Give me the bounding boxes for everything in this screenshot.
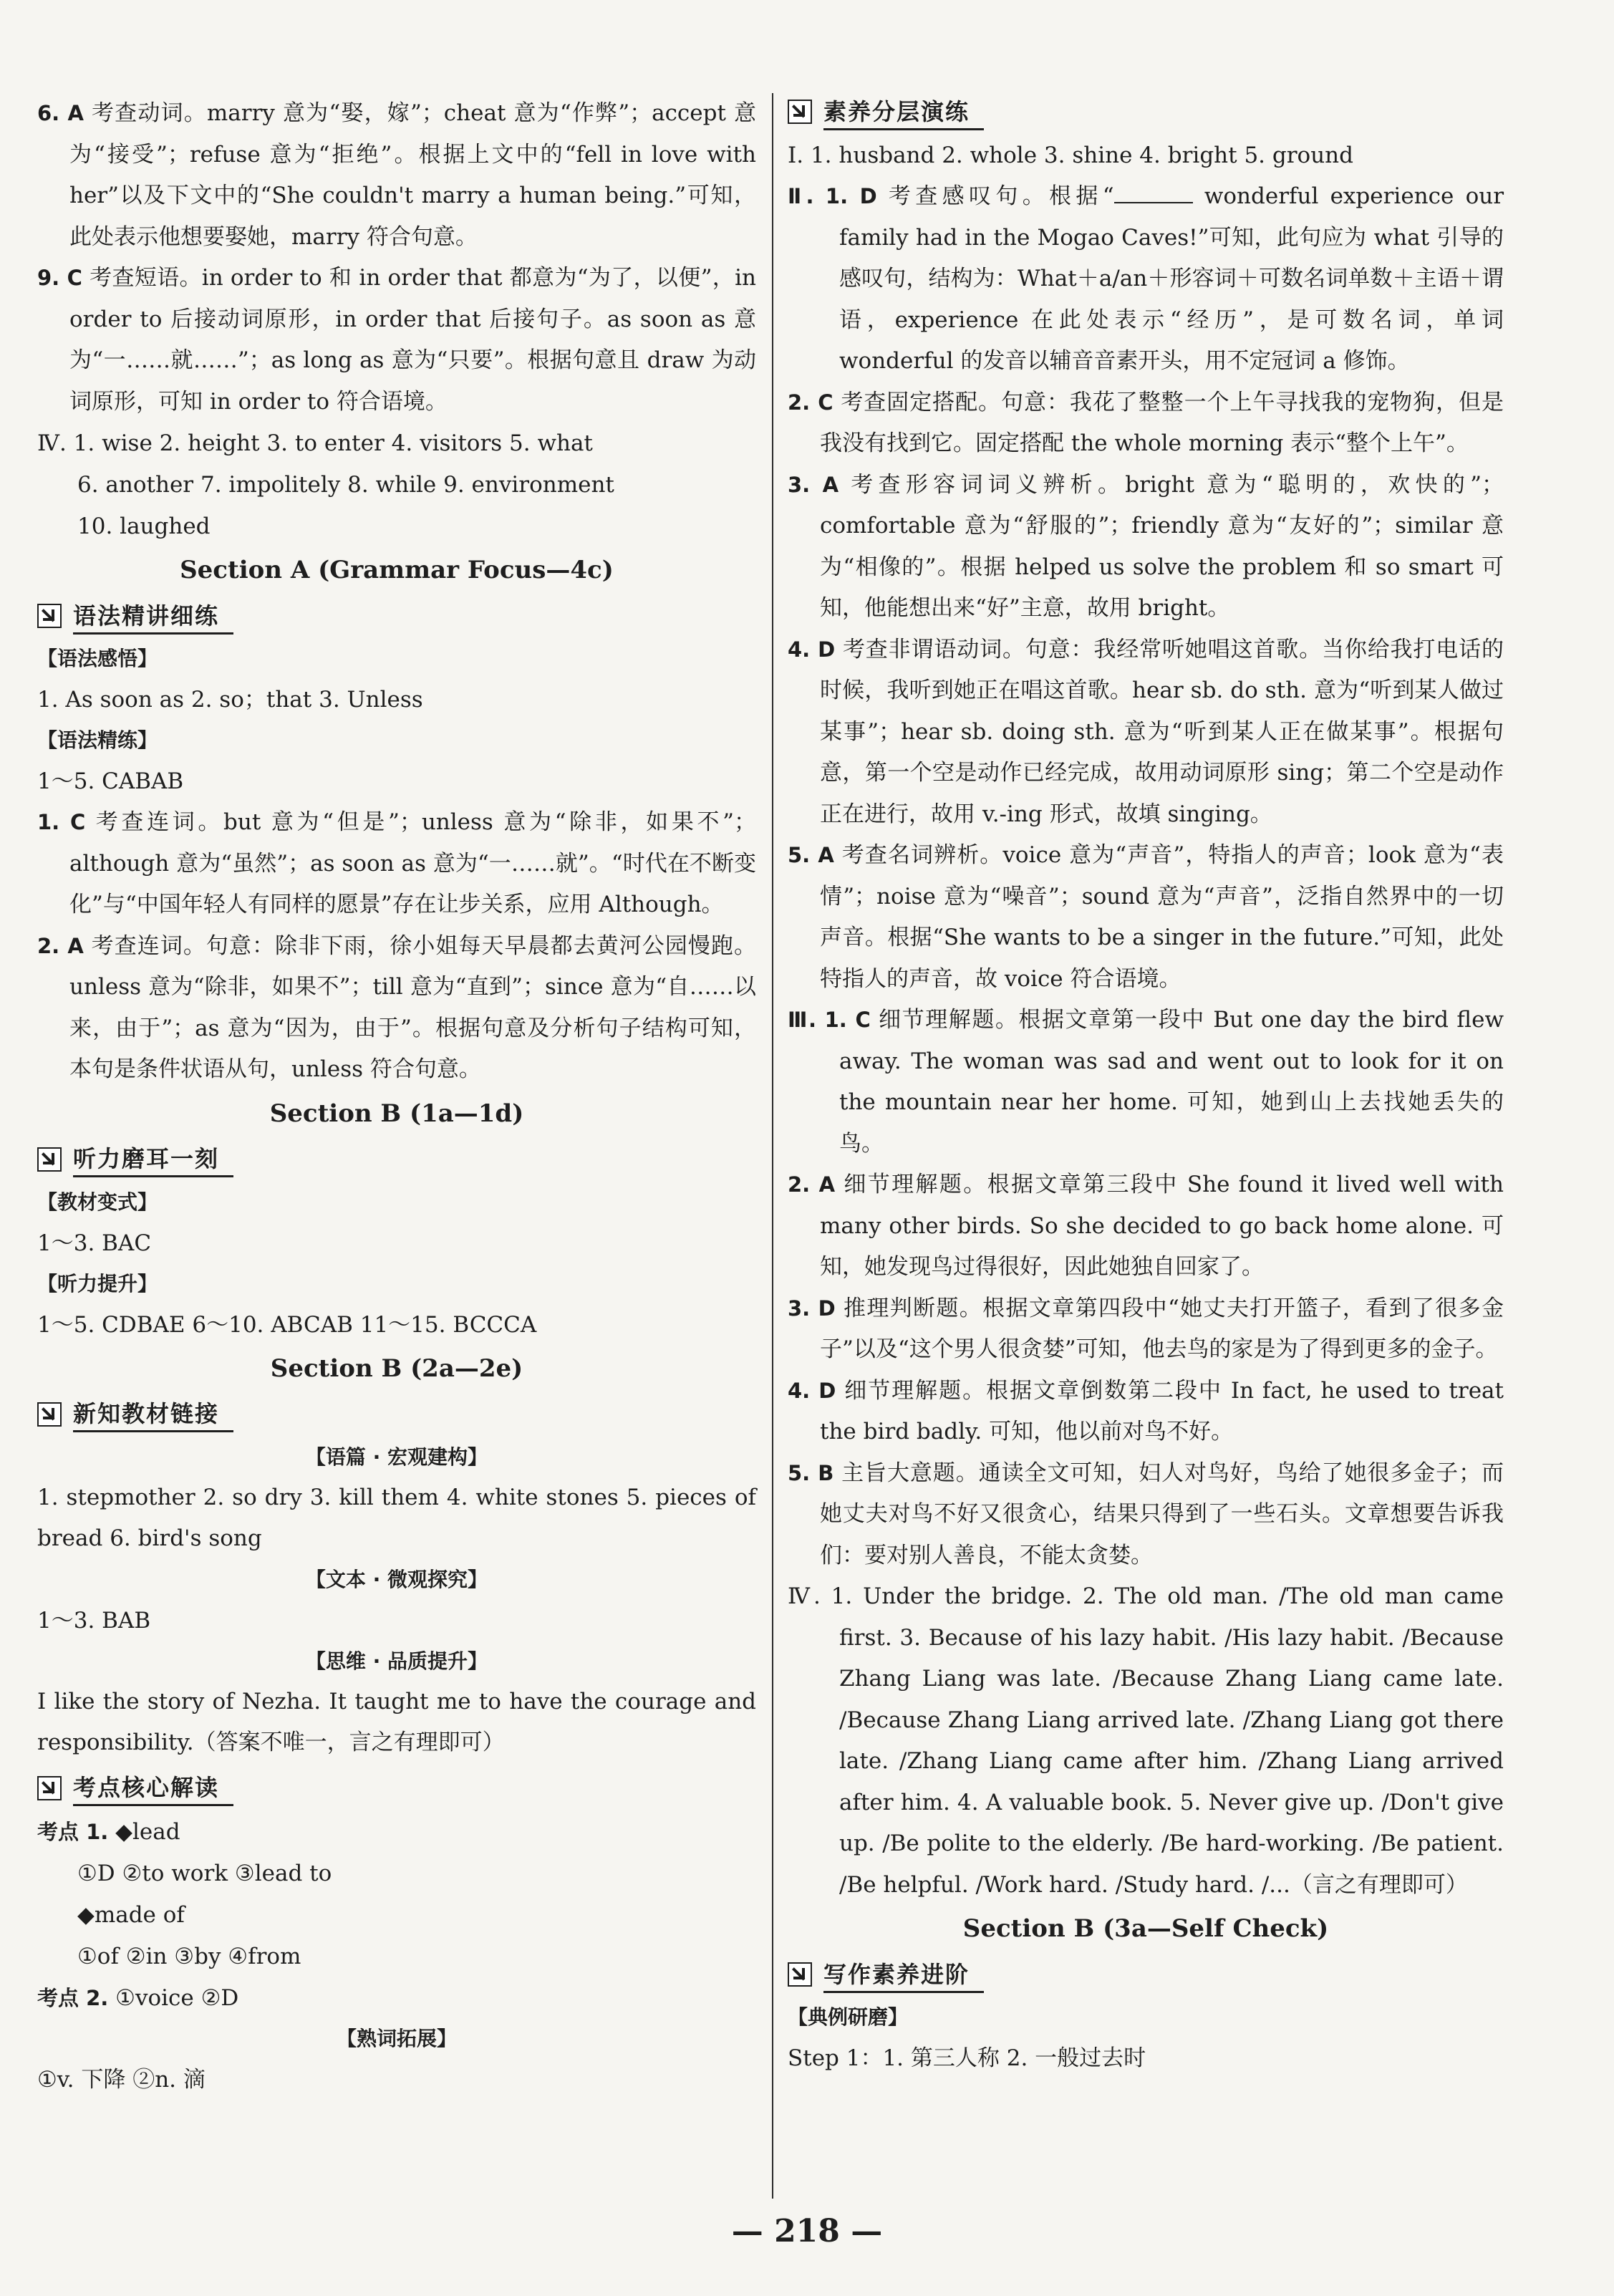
grammar-answer-1 — [37, 802, 756, 926]
kaodian-2 — [37, 1977, 756, 2019]
answer-number: 4. D — [788, 637, 836, 662]
part-ii-answer-1 — [788, 176, 1504, 382]
jiaocai-answers: 1～3. BAC — [37, 1230, 152, 1256]
arrow-box-icon — [788, 1962, 812, 1987]
banner-kaodian — [37, 1767, 756, 1810]
section-title-b-3a-self-check: Section B (3a—Self Check) — [962, 1914, 1329, 1943]
answer-explanation: 考查动词。marry 意为“娶，嫁”；cheat 意为“作弊”；accept 意为“接受”；refuse 意为“拒绝”。根据上文中的“fell in love with her”以及下文中的“She couldn't marry a human being.”可知，此处表示他想要娶她，marry 符合句意。 — [69, 100, 756, 250]
tag-shuci: 【熟词拓展】 — [336, 2026, 457, 2050]
answer-explanation: 考查名词辨析。voice 意为“声音”，特指人的声音；look 意为“表情”；noise 意为“噪音”；sound 意为“声音”，泛指自然界中的一切声音。根据“She wants to be a singer in the future.”可知，此处特指人的声音，故 voice 符合语境。 — [820, 842, 1504, 992]
answer-number: 4. D — [788, 1378, 836, 1403]
answer-explanation: 细节理解题。根据文章第一段中 But one day the bird flew away. The woman was sad and went out to look for it on the mountain near her home. 可知，她到山上去找她丢失的鸟。 — [839, 1007, 1504, 1157]
part-iii-answer-2 — [788, 1164, 1504, 1288]
part-iv-answers: Ⅳ. 1. Under the bridge. 2. The old man. /The old man came first. 3. Because of his lazy habit. /His lazy habit. /Because Zhang Liang was late. /Because Zhang Liang came late. /Because Zhang Liang arrived late. /Zhang Liang got there late. /Zhang Liang came after him. /Zhang Liang arrived after him. 4. A valuable book. 5. Never give up. /Don't give up. /Be polite to the elderly. /Be hard-working. /Be patient. /Be helpful. /Work hard. /Study hard. /...（言之有理即可） — [788, 1583, 1504, 1898]
banner-title: 语法精讲细练 — [73, 598, 233, 635]
answer-number: 1. C — [37, 810, 86, 834]
arrow-box-icon — [37, 1402, 62, 1427]
part-iv-line-2: 6. another 7. impolitely 8. while 9. environment — [77, 472, 614, 498]
banner-title: 写作素养进阶 — [823, 1957, 984, 1993]
answer-explanation: 考查非谓语动词。句意：我经常听她唱这首歌。当你给我打电话的时候，我听到她正在唱这首歌。hear sb. do sth. 意为“听到某人做过某事”；hear sb. doing sth. 意为“听到某人正在做某事”。根据句意，第一个空是动作已经完成，故用动词原形 sing；第二个空是动作正在进行，故用 v.-ing 形式，故填 singing。 — [820, 636, 1504, 827]
step-1-answers: Step 1：1. 第三人称 2. 一般过去时 — [788, 2045, 1146, 2071]
banner-xinzhi — [37, 1393, 756, 1436]
column-divider — [772, 93, 773, 2199]
yupian-answers: 1. stepmother 2. so dry 3. kill them 4. white stones 5. pieces of bread 6. bird's song — [37, 1484, 756, 1551]
section-title-grammar-focus: Section A (Grammar Focus—4c) — [180, 556, 614, 584]
tisheng-answers: 1～5. CDBAE 6～10. ABCAB 11～15. BCCCA — [37, 1311, 537, 1338]
banner-listening — [37, 1138, 756, 1181]
banner-grammar — [37, 594, 756, 637]
part-ii-answer-4 — [788, 630, 1504, 836]
answer-explanation: 考查形容词词义辨析。bright 意为“聪明的，欢快的”；comfortable 意为“舒服的”；friendly 意为“友好的”；similar 意为“相像的”。根据 helped us solve the problem 和 so smart 可知，他能想出来“好”主意，故用 bright。 — [820, 471, 1504, 621]
answer-9 — [37, 258, 756, 423]
tag-yupian: 【语篇 · 宏观建构】 — [305, 1444, 488, 1469]
kaodian-answers: ①voice ②D — [108, 1984, 239, 2011]
answer-explanation-a: 考查感叹句。根据“ — [876, 183, 1114, 209]
banner-title: 新知教材链接 — [73, 1396, 233, 1432]
answer-explanation: 细节理解题。根据文章倒数第二段中 In fact, he used to treat the bird badly. 可知，他以前对鸟不好。 — [820, 1377, 1504, 1444]
banner-xiezuo — [788, 1953, 1504, 1996]
banner-title: 考点核心解读 — [73, 1770, 233, 1806]
answer-explanation: 推理判断题。根据文章第四段中“她丈夫打开篮子，看到了很多金子”以及“这个男人很贪婪”可知，他去鸟的家是为了得到更多的金子。 — [820, 1295, 1504, 1362]
section-title-b-2a-2e: Section B (2a—2e) — [270, 1354, 523, 1383]
part-iii-answer-1 — [788, 1000, 1504, 1164]
answer-number: Ⅱ. 1. D — [788, 184, 877, 208]
part-ii-answer-5 — [788, 835, 1504, 1000]
banner-suyang — [788, 90, 1504, 133]
siwei-answer: I like the story of Nezha. It taught me to have the courage and responsibility.（答案不唯一，言之有理即可） — [37, 1688, 756, 1755]
page-number: — 218 — — [731, 2213, 883, 2249]
kaodian-1-answers: ①D ②to work ③lead to — [77, 1860, 332, 1886]
answer-explanation: 考查短语。in order to 和 in order that 都意为“为了，以便”，in order to 后接动词原形，in order that 后接句子。as soon as 意为“一……就……”；as long as 意为“只要”。根据句意且 draw 为动词原形，可知 in order to 符合语境。 — [69, 265, 756, 415]
answer-explanation-b: wonderful experience our family had in the Mogao Caves!”可知，此句应为 what 引导的感叹句，结构为：What＋a/an＋形容词＋可数名词单数＋主语＋谓语，experience 在此处表示“经历”，是可数名词，单词 wonderful 的发音以辅音音素开头，用不定冠词 a 修饰。 — [839, 183, 1504, 374]
answer-number: 5. B — [788, 1460, 834, 1485]
tag-grammar-ganwu: 【语法感悟】 — [37, 647, 158, 670]
answer-explanation: 考查固定搭配。句意：我花了整整一个上午寻找我的宠物狗，但是我没有找到它。固定搭配 the whole morning 表示“整个上午”。 — [820, 389, 1504, 456]
answer-number: 3. A — [788, 472, 839, 497]
banner-title: 听力磨耳一刻 — [73, 1141, 233, 1177]
answer-explanation: 考查连词。but 意为“但是”；unless 意为“除非，如果不”；although 意为“虽然”；as soon as 意为“一……就”。“时代在不断变化”与“中国年轻人有同样的愿景”存在让步关系，应用 Although。 — [69, 809, 756, 917]
ganwu-answers: 1. As soon as 2. so；that 3. Unless — [37, 687, 423, 713]
part-i-answers: Ⅰ. 1. husband 2. whole 3. shine 4. bright 5. ground — [788, 143, 1353, 168]
banner-title: 素养分层演练 — [823, 94, 984, 130]
part-iii-answer-5 — [788, 1453, 1504, 1577]
kaodian-1-phrase: ◆made of — [77, 1901, 185, 1928]
tag-tisheng: 【听力提升】 — [37, 1271, 158, 1296]
kaodian-1-head — [37, 1811, 756, 1853]
answer-number: 5. A — [788, 843, 834, 867]
answer-number: 2. A — [788, 1172, 836, 1197]
tag-siwei: 【思维 · 品质提升】 — [305, 1649, 488, 1673]
answer-number: 6. A — [37, 101, 84, 125]
part-ii-answer-3 — [788, 465, 1504, 630]
right-column — [788, 93, 1504, 2079]
shuci-answers: ①v. 下降 ②n. 滴 — [37, 2066, 206, 2093]
arrow-box-icon — [788, 100, 812, 124]
answer-number: Ⅲ. 1. C — [788, 1008, 871, 1032]
arrow-box-icon — [37, 604, 62, 628]
tag-dianli: 【典例研磨】 — [788, 2005, 909, 2029]
tag-grammar-jinglian: 【语法精练】 — [37, 728, 158, 752]
left-column — [37, 93, 756, 2100]
answer-number: 3. D — [788, 1296, 836, 1321]
answer-explanation: 主旨大意题。通读全文可知，妇人对鸟好，鸟给了她很多金子；而她丈夫对鸟不好又很贪心，结果只得到了一些石头。文章想要告诉我们：要对别人善良，不能太贪婪。 — [820, 1460, 1504, 1568]
jinglian-answers: 1～5. CABAB — [37, 768, 184, 794]
answer-number: 2. C — [788, 390, 833, 415]
answer-explanation: 考查连词。句意：除非下雨，徐小姐每天早晨都去黄河公园慢跑。unless 意为“除非，如果不”；till 意为“直到”；since 意为“自……以来，由于”；as 意为“因为，由于”。根据句意及分析句子结构可知，本句是条件状语从句，unless 符合句意。 — [69, 932, 756, 1082]
answer-blank — [1114, 183, 1193, 203]
kaodian-label: 考点 2. — [37, 1985, 109, 2010]
answer-number: 2. A — [37, 933, 84, 958]
tag-wenben: 【文本 · 微观探究】 — [305, 1567, 488, 1591]
kaodian-word: ◆lead — [108, 1818, 180, 1845]
part-iv-line-3: 10. laughed — [77, 513, 211, 539]
part-ii-answer-2 — [788, 382, 1504, 465]
answer-explanation: 细节理解题。根据文章第三段中 She found it lived well with many other birds. So she decided to go back home alone. 可知，她发现鸟过得很好，因此她独自回家了。 — [820, 1172, 1504, 1280]
part-iv-line-1: Ⅳ. 1. wise 2. height 3. to enter 4. visitors 5. what — [37, 430, 593, 456]
kaodian-1-answers-2: ①of ②in ③by ④from — [77, 1943, 301, 1969]
answer-6 — [37, 93, 756, 258]
section-title-b-1a-1d: Section B (1a—1d) — [269, 1099, 524, 1128]
wenben-answers: 1～3. BAB — [37, 1607, 151, 1634]
part-iii-answer-3 — [788, 1288, 1504, 1371]
grammar-answer-2 — [37, 926, 756, 1091]
answer-number: 9. C — [37, 266, 82, 290]
tag-jiaocai: 【教材变式】 — [37, 1190, 158, 1214]
part-iii-answer-4 — [788, 1371, 1504, 1453]
kaodian-label: 考点 1. — [37, 1819, 109, 1844]
arrow-box-icon — [37, 1147, 62, 1172]
arrow-box-icon — [37, 1776, 62, 1800]
